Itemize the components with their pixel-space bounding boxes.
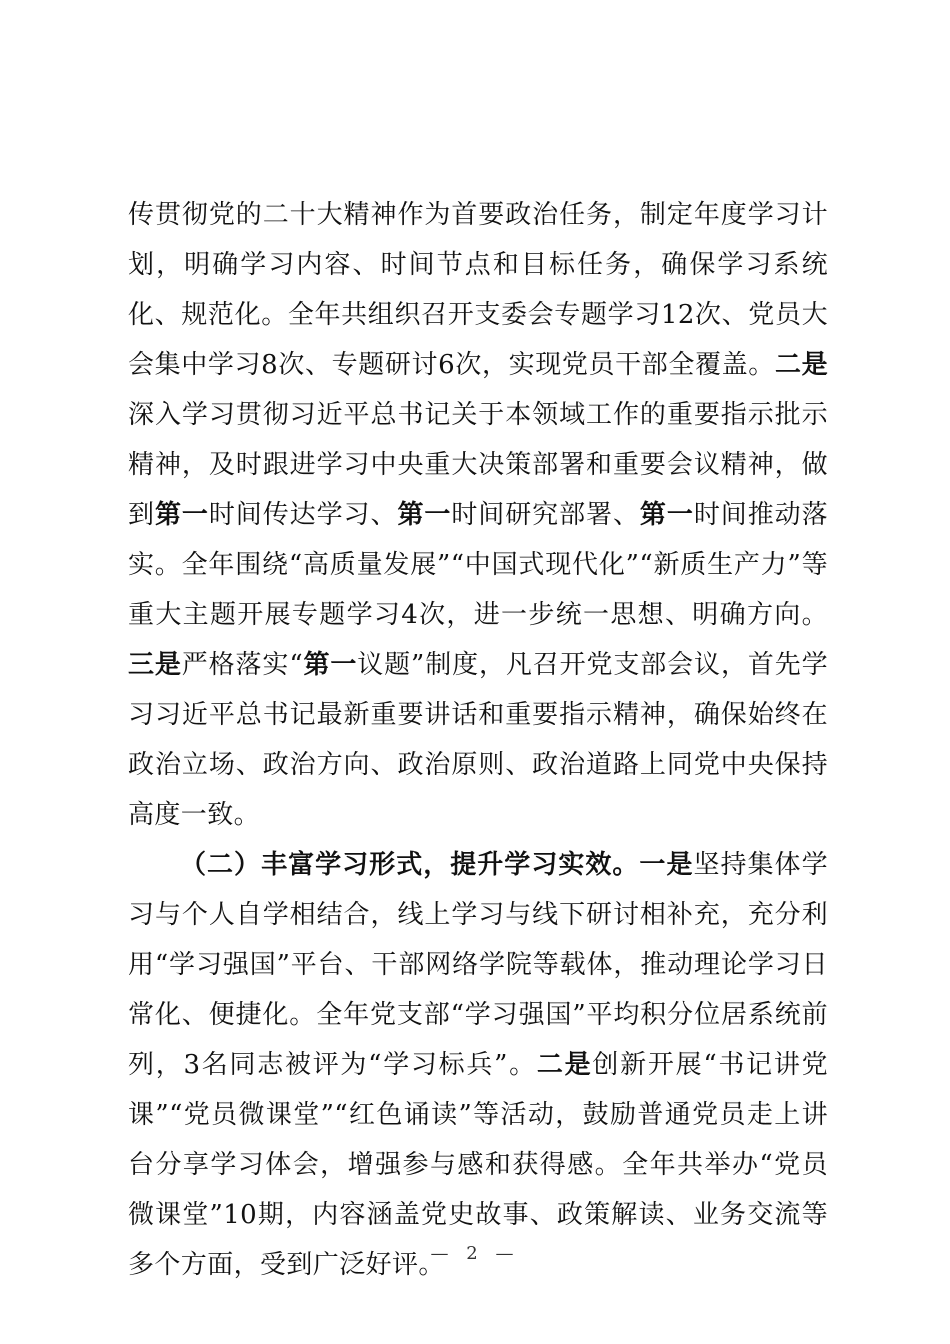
text-run: 坚持集体学习与个人自学相结合，线上学习与线下研讨相补充，充分利用“学习强国”平台、干部网络学院等载体，推动理论学习日常化、便捷化。全年党支部“学习强国”平均积分位居系统前列，3名同志被评为“学习标兵”。 — [128, 850, 828, 1080]
text-run-bold: 一是 — [639, 850, 694, 880]
text-run: 传贯彻党的二十大精神作为首要政治任务，制定年度学习计划，明确学习内容、时间节点和目标任务，确保学习系统化、规范化。全年共组织召开支委会专题学习12次、党员大会集中学习8次、专题研讨6次，实现党员干部全覆盖。 — [128, 200, 828, 380]
page-number: — 2 — — [430, 1243, 520, 1264]
text-run: 深入学习贯彻习近平总书记关于本领域工作的重要指示批示精神，及时跟进学习中央重大决策部署和重要会议精神，做到 — [128, 400, 828, 530]
text-run: 时间推动落实。全年围绕“高质量发展”“中国式现代化”“新质生产力”等重大主题开展专题学习4次，进一步统一思想、明确方向。 — [128, 500, 828, 630]
text-run-bold: 第一 — [639, 500, 694, 530]
text-run: 议题”制度，凡召开党支部会议，首先学习习近平总书记最新重要讲话和重要指示精神，确保始终在政治立场、政治方向、政治原则、政治道路上同党中央保持高度一致。 — [128, 650, 828, 830]
text-run-bold: 第一 — [397, 500, 452, 530]
text-run: 创新开展“书记讲党课”“党员微课堂”“红色诵读”等活动，鼓励普通党员走上讲台分享学习体会，增强参与感和获得感。全年共举办“党员微课堂”10期，内容涵盖党史故事、政策解读、业务交流等多个方面，受到广泛好评。 — [128, 1050, 828, 1280]
paragraph-2 — [128, 840, 828, 1290]
text-run-bold: 第一 — [154, 500, 209, 530]
text-run-bold: 二是 — [774, 350, 828, 380]
text-run: 时间传达学习、 — [208, 500, 398, 530]
text-run: 时间研究部署、 — [451, 500, 640, 530]
text-run-bold: 第一 — [303, 650, 358, 680]
document-body — [128, 190, 828, 1290]
section-heading: （二）丰富学习形式，提升学习实效。 — [180, 850, 640, 880]
paragraph-1 — [128, 190, 828, 840]
text-run: 严格落实“ — [181, 650, 304, 680]
text-run-bold: 二是 — [536, 1050, 593, 1080]
text-run-bold: 三是 — [128, 650, 182, 680]
